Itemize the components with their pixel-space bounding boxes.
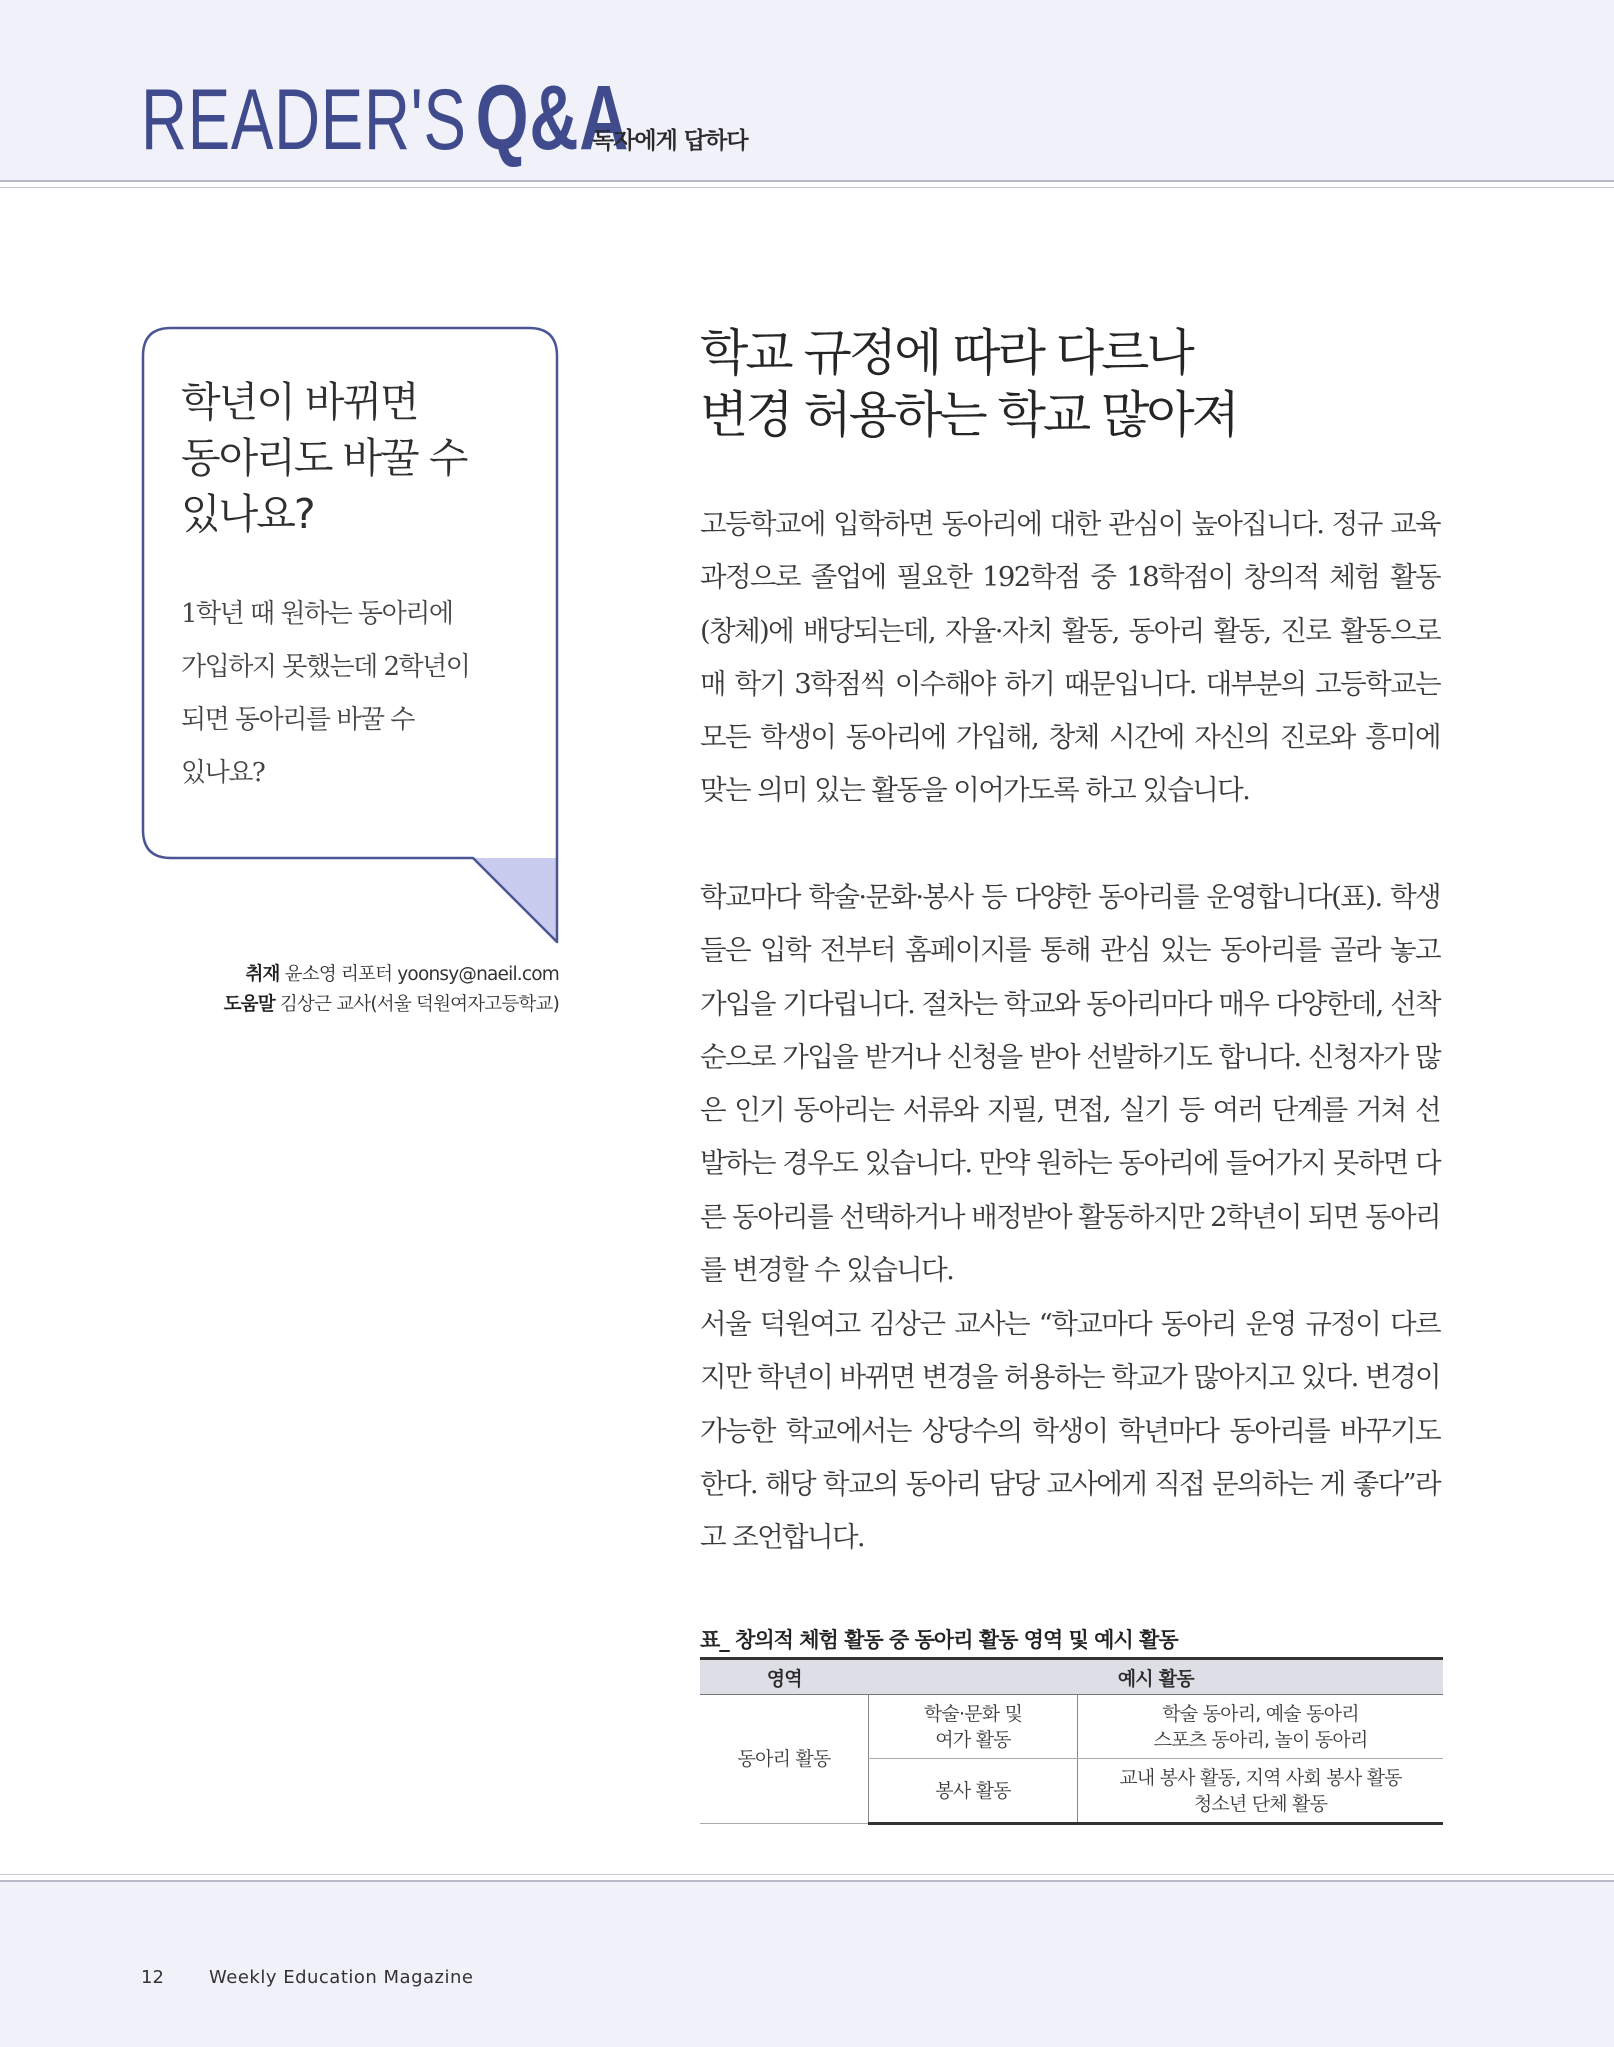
article-headline bbox=[700, 322, 1460, 446]
section-subtitle: 독자에게 답하다 bbox=[592, 128, 748, 154]
table-cell-type bbox=[869, 1695, 1078, 1759]
magazine-name: Weekly Education Magazine bbox=[209, 1967, 474, 1988]
reporter-credit bbox=[141, 960, 559, 990]
body-paragraph: 학교마다 학술·문화·봉사 등 다양한 동아리를 운영합니다(표). 학생들은 입학 전부터 홈페이지를 통해 관심 있는 동아리를 골라 놓고 가입을 기다립니다. 절차는 학교와 동아리마다 매우 다양한데, 선착순으로 가입을 받거나 신청을 받아 선발하기도 합니다. 신청자가 많은 인기 동아리는 서류와 지필, 면접, 실기 등 여러 단계를 거쳐 선발하는 경우도 있습니다. 만약 원하는 동아리에 들어가지 못하면 다른 동아리를 선택하거나 배정받아 활동하지만 2학년이 되면 동아리를 변경할 수 있습니다. bbox=[700, 881, 1440, 1287]
reporter-name: 윤소영 리포터 yoonsy@naeil.com bbox=[284, 964, 559, 985]
table-cell-type bbox=[869, 1759, 1078, 1824]
brand-qa: Q&A bbox=[475, 67, 630, 169]
table-header-row bbox=[700, 1659, 1443, 1695]
section-brand bbox=[141, 67, 630, 169]
question-title-line: 학년이 바뀌면 bbox=[181, 378, 418, 426]
table-header-area: 영역 bbox=[700, 1659, 869, 1695]
table-caption: 표_ 창의적 체험 활동 중 동아리 활동 영역 및 예시 활동 bbox=[700, 1628, 1178, 1652]
question-text bbox=[181, 588, 531, 800]
cell-line: 학술 동아리, 예술 동아리 bbox=[1162, 1702, 1359, 1725]
header-divider-thin bbox=[0, 187, 1614, 188]
helper-credit bbox=[141, 990, 559, 1020]
table-header-examples: 예시 활동 bbox=[869, 1659, 1444, 1695]
question-title-line: 동아리도 바꿀 수 bbox=[181, 434, 467, 482]
headline-line: 학교 규정에 따라 다르나 bbox=[700, 324, 1192, 382]
question-bubble bbox=[141, 326, 560, 944]
cell-line: 봉사 활동 bbox=[935, 1779, 1011, 1802]
header-divider bbox=[0, 180, 1614, 182]
question-text-line: 되면 동아리를 바꿀 수 bbox=[181, 705, 414, 735]
table-cell-area: 동아리 활동 bbox=[700, 1695, 869, 1824]
headline-line: 변경 허용하는 학교 많아져 bbox=[700, 386, 1237, 444]
cell-line: 스포츠 동아리, 놀이 동아리 bbox=[1153, 1728, 1368, 1751]
body-paragraph: 고등학교에 입학하면 동아리에 대한 관심이 높아집니다. 정규 교육과정으로 졸업에 필요한 192학점 중 18학점이 창의적 체험 활동(창체)에 배당되는데, 자율·자치 활동, 동아리 활동, 진로 활동으로 매 학기 3학점씩 이수해야 하기 때문입니다. 대부분의 고등학교는 모든 학생이 동아리에 가입해, 창체 시간에 자신의 진로와 흥미에 맞는 의미 있는 활동을 이어가도록 하고 있습니다. bbox=[700, 508, 1440, 807]
body-paragraph: 서울 덕원여고 김상근 교사는 “학교마다 동아리 운영 규정이 다르지만 학년이 바뀌면 변경을 허용하는 학교가 많아지고 있다. 변경이 가능한 학교에서는 상당수의 학생이 학년마다 동아리를 바꾸기도 한다. 해당 학교의 동아리 담당 교사에게 직접 문의하는 게 좋다”라고 조언합니다. bbox=[700, 1308, 1440, 1554]
question-text-line: 가입하지 못했는데 2학년이 bbox=[181, 652, 470, 682]
page-number: 12 bbox=[141, 1967, 164, 1988]
cell-line: 학술·문화 및 bbox=[923, 1702, 1023, 1725]
brand-prefix: READER'S bbox=[141, 72, 467, 168]
question-title bbox=[181, 374, 531, 542]
question-text-line: 있나요? bbox=[181, 758, 265, 788]
helper-label: 도움말 bbox=[223, 994, 275, 1015]
cell-line: 여가 활동 bbox=[935, 1728, 1011, 1751]
table-cell-examples bbox=[1078, 1695, 1444, 1759]
cell-line: 교내 봉사 활동, 지역 사회 봉사 활동 bbox=[1119, 1766, 1402, 1789]
table-row bbox=[700, 1695, 1443, 1759]
footer-divider-thin bbox=[0, 1874, 1614, 1875]
question-title-line: 있나요? bbox=[181, 490, 314, 538]
table-cell-examples bbox=[1078, 1759, 1444, 1824]
activity-table bbox=[700, 1657, 1443, 1825]
reporter-label: 취재 bbox=[245, 964, 280, 985]
footer-band bbox=[0, 1882, 1614, 2047]
question-text-line: 1학년 때 원하는 동아리에 bbox=[181, 599, 453, 629]
cell-line: 청소년 단체 활동 bbox=[1193, 1792, 1328, 1815]
helper-name: 김상근 교사(서울 덕원여자고등학교) bbox=[279, 994, 559, 1015]
article-credits bbox=[141, 960, 559, 1020]
